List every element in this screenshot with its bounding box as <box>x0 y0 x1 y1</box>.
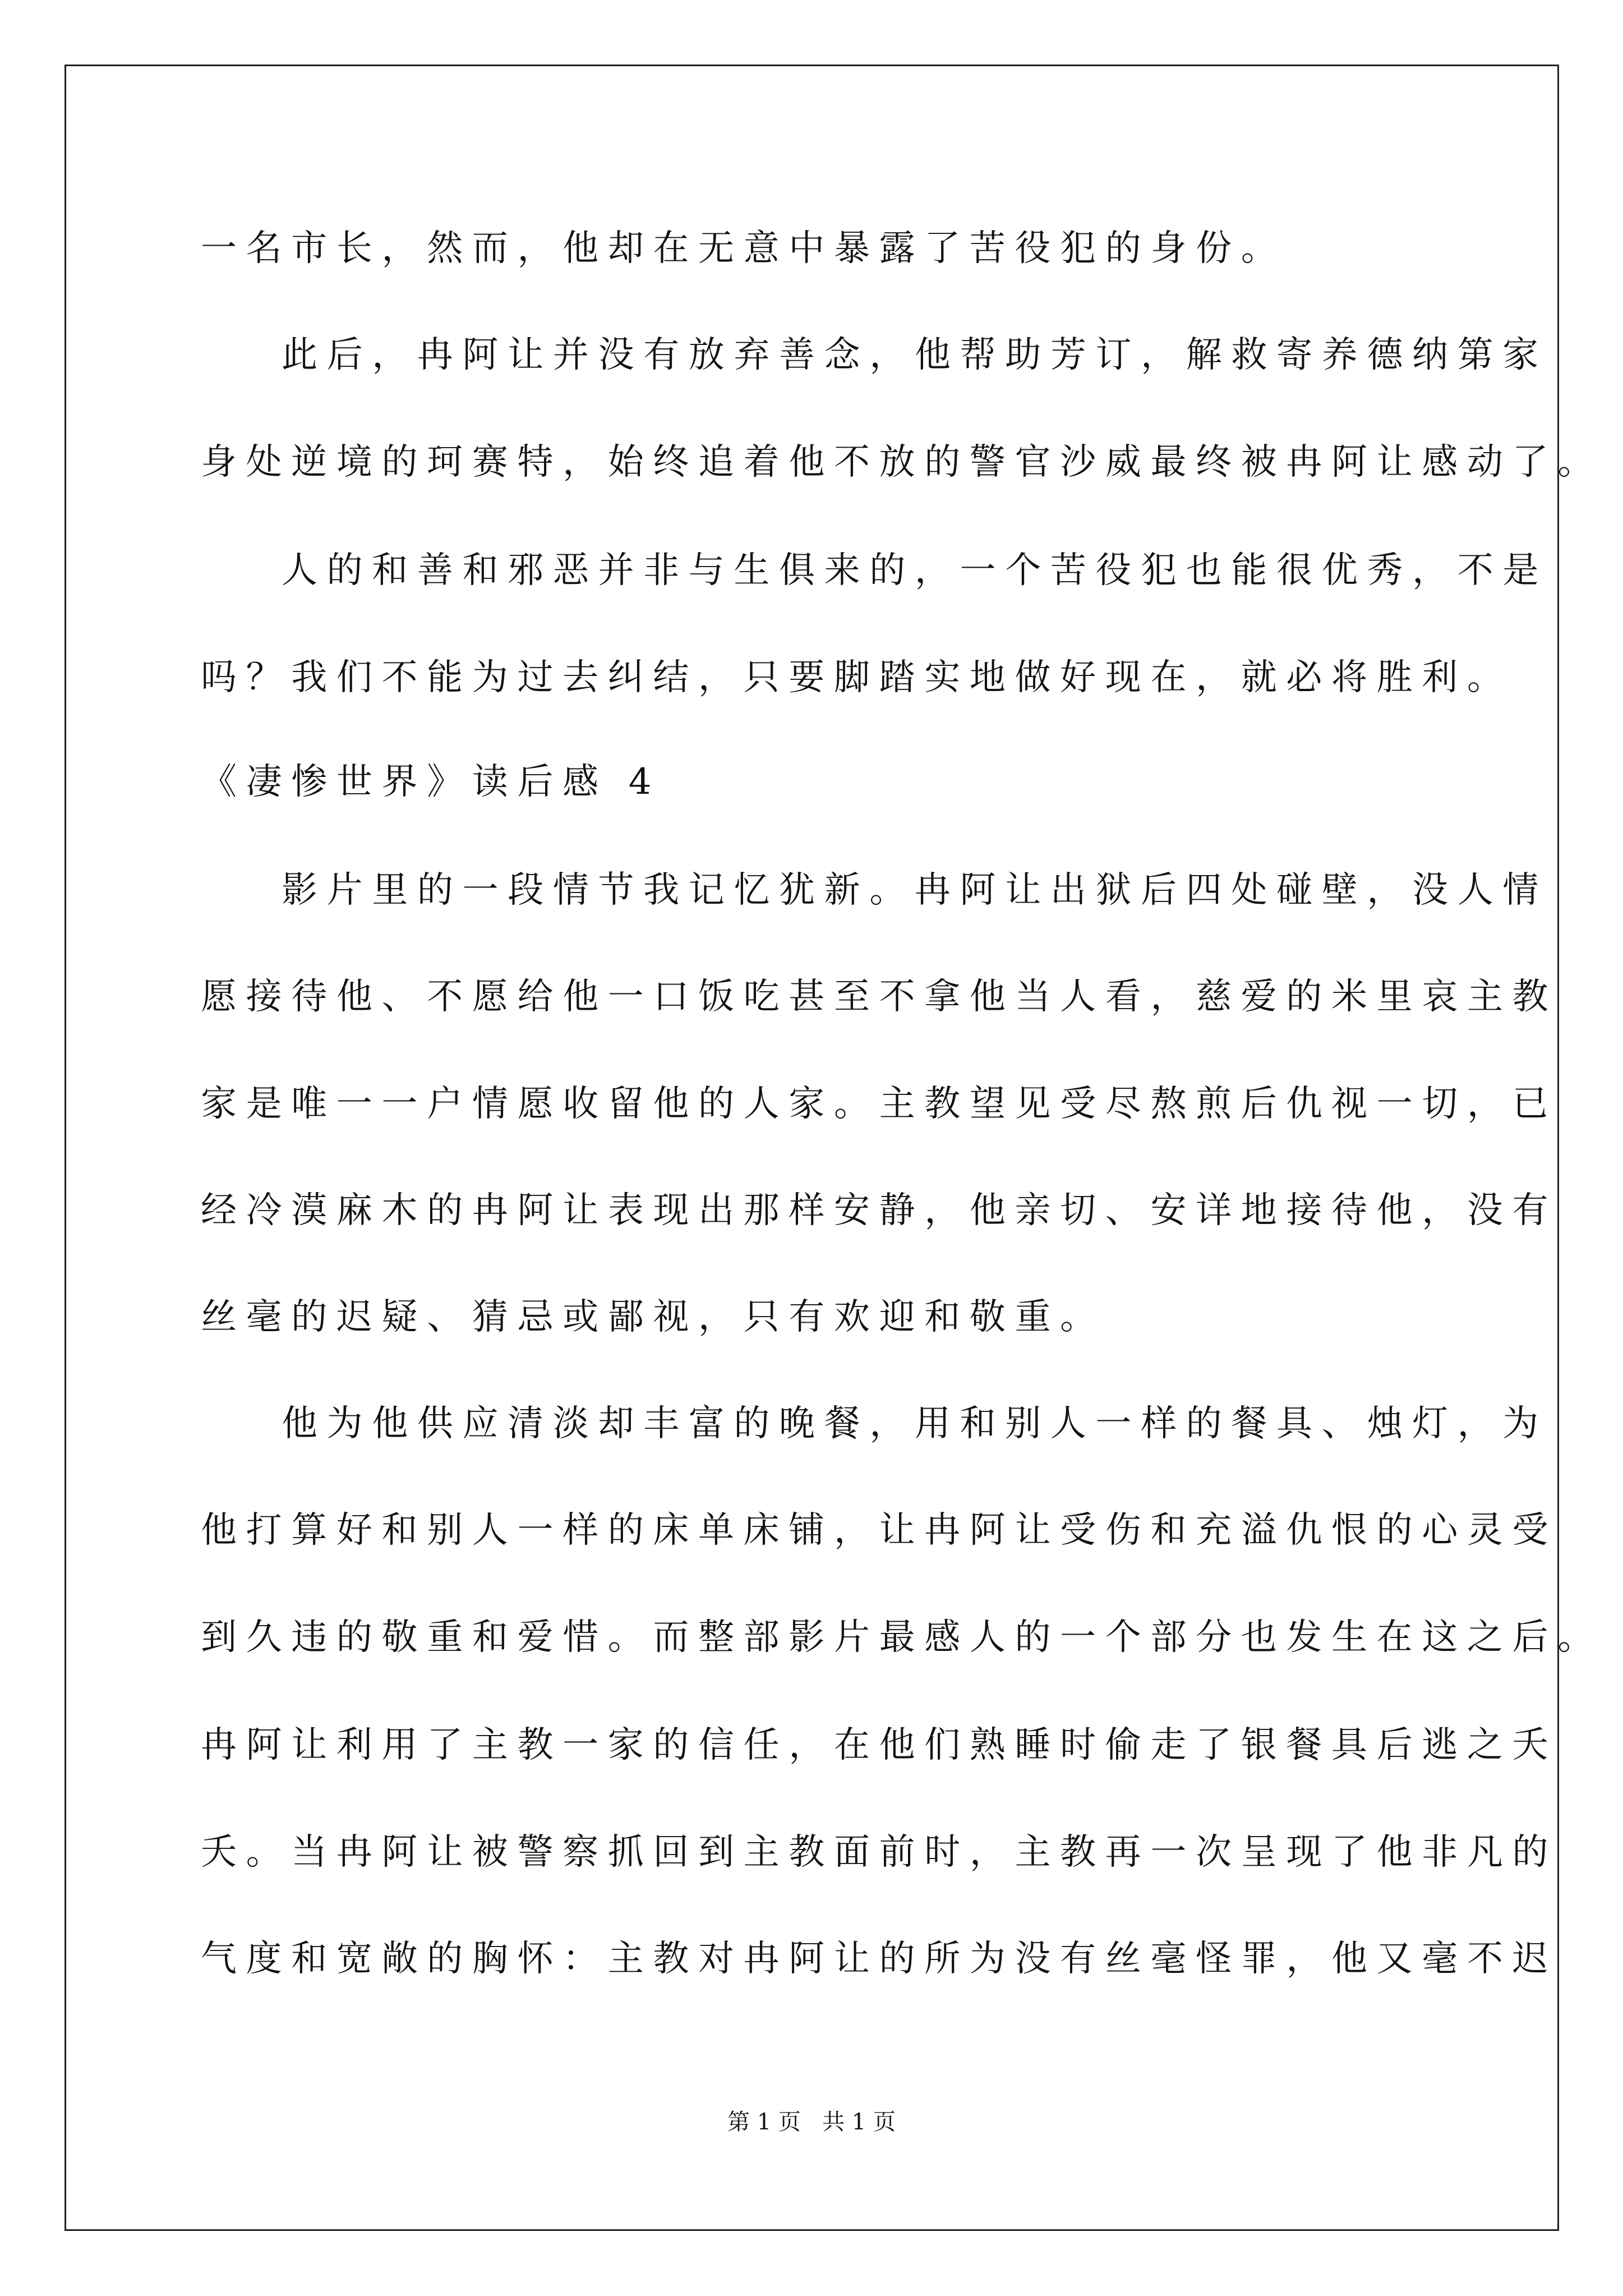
page-border <box>64 65 1559 2231</box>
body-line: 经冷漠麻木的冉阿让表现出那样安静，他亲切、安详地接待他，没有 <box>201 1190 1558 1231</box>
body-line: 丝毫的迟疑、猜忌或鄙视，只有欢迎和敬重。 <box>201 1296 1105 1338</box>
body-line: 人的和善和邪恶并非与生俱来的，一个苦役犯也能很优秀，不是 <box>282 550 1548 591</box>
body-line: 到久违的敬重和爱惜。而整部影片最感人的一个部分也发生在这之后。 <box>201 1617 1603 1658</box>
body-line: 此后，冉阿让并没有放弃善念，他帮助芳订，解救寄养德纳第家 <box>282 334 1548 376</box>
page-number-footer: 第 1 页 共 1 页 <box>727 2109 896 2135</box>
body-line: 影片里的一段情节我记忆犹新。冉阿让出狱后四处碰壁，没人情 <box>282 869 1548 911</box>
body-line: 家是唯一一户情愿收留他的人家。主教望见受尽熬煎后仇视一切，已 <box>201 1083 1558 1125</box>
body-line: 他打算好和别人一样的床单床铺，让冉阿让受伤和充溢仇恨的心灵受 <box>201 1510 1558 1551</box>
body-line: 他为他供应清淡却丰富的晚餐，用和别人一样的餐具、烛灯，为 <box>282 1403 1548 1444</box>
body-line: 身处逆境的珂赛特，始终追着他不放的警官沙威最终被冉阿让感动了。 <box>201 441 1603 483</box>
body-line: 愿接待他、不愿给他一口饭吃甚至不拿他当人看，慈爱的米里哀主教 <box>201 976 1558 1018</box>
body-line: 夭。当冉阿让被警察抓回到主教面前时，主教再一次呈现了他非凡的 <box>201 1832 1558 1873</box>
body-line: 气度和宽敞的胸怀：主教对冉阿让的所为没有丝毫怪罪，他又毫不迟 <box>201 1938 1558 1980</box>
body-line: 一名市长，然而，他却在无意中暴露了苦役犯的身份。 <box>201 228 1287 269</box>
body-line: 冉阿让利用了主教一家的信任，在他们熟睡时偷走了银餐具后逃之夭 <box>201 1724 1558 1766</box>
body-line: 吗？我们不能为过去纠结，只要脚踏实地做好现在，就必将胜利。 <box>201 657 1513 698</box>
section-heading: 《凄惨世界》读后感 4 <box>201 761 661 803</box>
